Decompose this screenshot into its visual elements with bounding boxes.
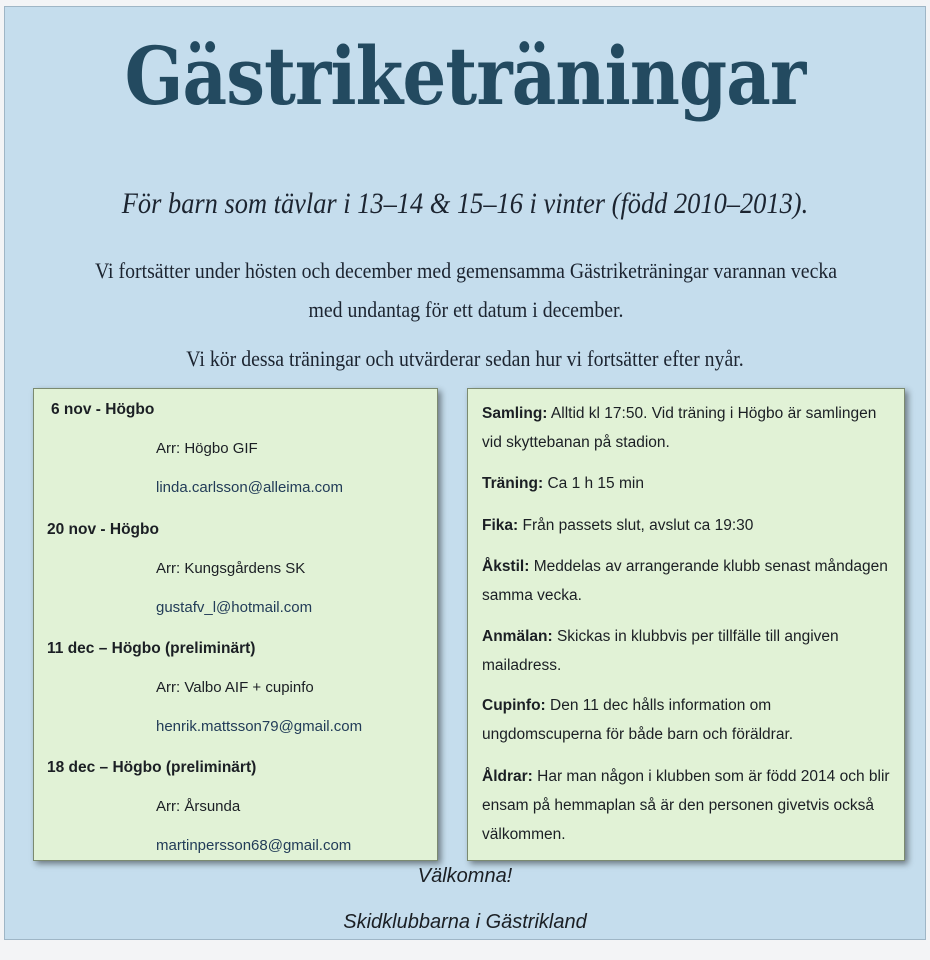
intro-line-2: med undantag för ett datum i december. — [308, 297, 624, 322]
intro-text — [45, 251, 887, 329]
event-date: 11 dec – Högbo (preliminärt) — [47, 640, 256, 657]
info-text: Från passets slut, avslut ca 19:30 — [522, 517, 754, 534]
event-email[interactable]: gustafv_l@hotmail.com — [156, 599, 313, 616]
event-organizer: Arr: Årsunda — [156, 798, 241, 815]
info-item — [482, 552, 894, 610]
event-email[interactable]: martinpersson68@gmail.com — [156, 837, 352, 854]
info-item — [482, 469, 894, 498]
event-date: 6 nov - Högbo — [51, 401, 155, 418]
info-text: Har man någon i klubben som är född 2014 och blir ensam på hemmaplan så är den personen givetvis också välkommen. — [482, 768, 890, 843]
info-item — [482, 511, 894, 540]
poster — [4, 6, 926, 940]
info-text: Meddelas av arrangerande klubb senast måndagen samma vecka. — [482, 558, 888, 604]
event-organizer: Arr: Högbo GIF — [156, 440, 258, 457]
info-label: Fika: — [482, 517, 519, 534]
info-label: Anmälan: — [482, 628, 553, 645]
event-email[interactable]: linda.carlsson@alleima.com — [156, 479, 343, 496]
info-label: Samling: — [482, 405, 548, 422]
event-email[interactable]: henrik.mattsson79@gmail.com — [156, 718, 363, 735]
page-title: Gästriketräningar — [124, 29, 806, 123]
intro-text-2: Vi kör dessa träningar och utvärderar sedan hur vi fortsätter efter nyår. — [186, 346, 744, 371]
event-organizer: Arr: Valbo AIF + cupinfo — [156, 679, 314, 696]
info-label: Åkstil: — [482, 558, 530, 575]
signature: Skidklubbarna i Gästrikland — [343, 911, 587, 933]
event-organizer: Arr: Kungsgårdens SK — [156, 560, 306, 577]
info-label: Cupinfo: — [482, 697, 546, 714]
info-label: Träning: — [482, 475, 544, 492]
info-item — [482, 691, 894, 749]
event-date: 18 dec – Högbo (preliminärt) — [47, 759, 257, 776]
info-item — [482, 762, 894, 849]
info-item — [482, 622, 894, 680]
info-text: Skickas in klubbvis per tillfälle till angiven mailadress. — [482, 628, 839, 674]
subtitle: För barn som tävlar i 13–14 & 15–16 i vinter (född 2010–2013). — [121, 187, 809, 220]
info-text: Ca 1 h 15 min — [547, 475, 644, 492]
info-item — [482, 399, 894, 457]
event-date: 20 nov - Högbo — [47, 521, 159, 538]
info-label: Åldrar: — [482, 768, 533, 785]
schedule-box — [33, 388, 438, 861]
welcome-text: Välkomna! — [417, 865, 513, 887]
intro-line-1: Vi fortsätter under hösten och december med gemensamma Gästriketräningar varannan vecka — [94, 258, 838, 283]
info-text: Den 11 dec hålls information om ungdomscuperna för både barn och föräldrar. — [482, 697, 794, 743]
info-box — [467, 388, 905, 861]
info-text: Alltid kl 17:50. Vid träning i Högbo är samlingen vid skyttebanan på stadion. — [482, 405, 877, 451]
